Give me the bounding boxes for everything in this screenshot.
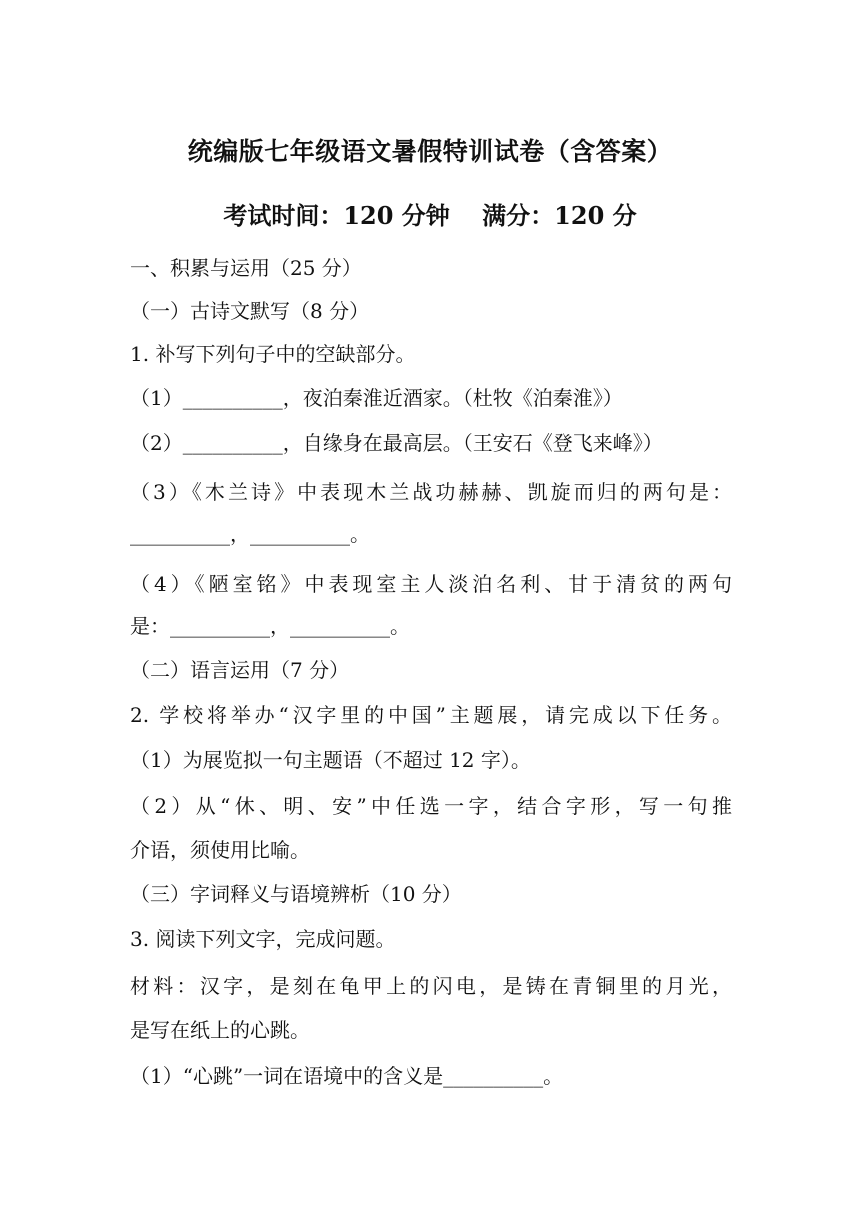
question-text: 1. 补写下列句子中的空缺部分。 xyxy=(130,342,416,366)
subsection-heading: （三）字词释义与语境辨析（10 分） xyxy=(130,882,462,906)
section-heading: 一、积累与运用（25 分） xyxy=(130,256,362,280)
page-title: 统编版七年级语文暑假特训试卷（含答案） xyxy=(187,137,673,166)
fill-blank-item: （3）《木兰诗》中表现木兰战功赫赫、凯旋而归的两句是： xyxy=(130,480,732,504)
fill-blank-item: （1）__________，夜泊秦淮近酒家。（杜牧《泊秦淮》） xyxy=(130,386,623,410)
question-text: 2. 学校将举办“汉字里的中国”主题展，请完成以下任务。 xyxy=(130,703,732,727)
answer-blanks: 是：__________，__________。 xyxy=(130,614,410,638)
exam-info: 考试时间：120 分钟 满分：120 分 xyxy=(223,201,637,230)
task-item-continuation: 介语，须使用比喻。 xyxy=(130,838,310,862)
question-text: 3. 阅读下列文字，完成问题。 xyxy=(130,927,396,951)
fill-blank-item: （2）__________，自缘身在最高层。（王安石《登飞来峰》） xyxy=(130,431,663,455)
fill-blank-item: （4）《陋室铭》中表现室主人淡泊名利、甘于清贫的两句 xyxy=(130,572,732,596)
fill-blank-item: （1）“心跳”一词在语境中的含义是__________。 xyxy=(130,1064,564,1088)
task-item: （1）为展览拟一句主题语（不超过 12 字）。 xyxy=(130,748,531,772)
answer-blanks: __________，__________。 xyxy=(130,522,370,546)
task-item: （2）从“休、明、安”中任选一字，结合字形，写一句推 xyxy=(130,794,732,818)
subsection-heading: （一）古诗文默写（8 分） xyxy=(130,299,370,323)
subsection-heading: （二）语言运用（7 分） xyxy=(130,658,350,682)
reading-material-continuation: 是写在纸上的心跳。 xyxy=(130,1018,310,1042)
reading-material: 材料：汉字，是刻在龟甲上的闪电，是铸在青铜里的月光， xyxy=(130,974,732,998)
